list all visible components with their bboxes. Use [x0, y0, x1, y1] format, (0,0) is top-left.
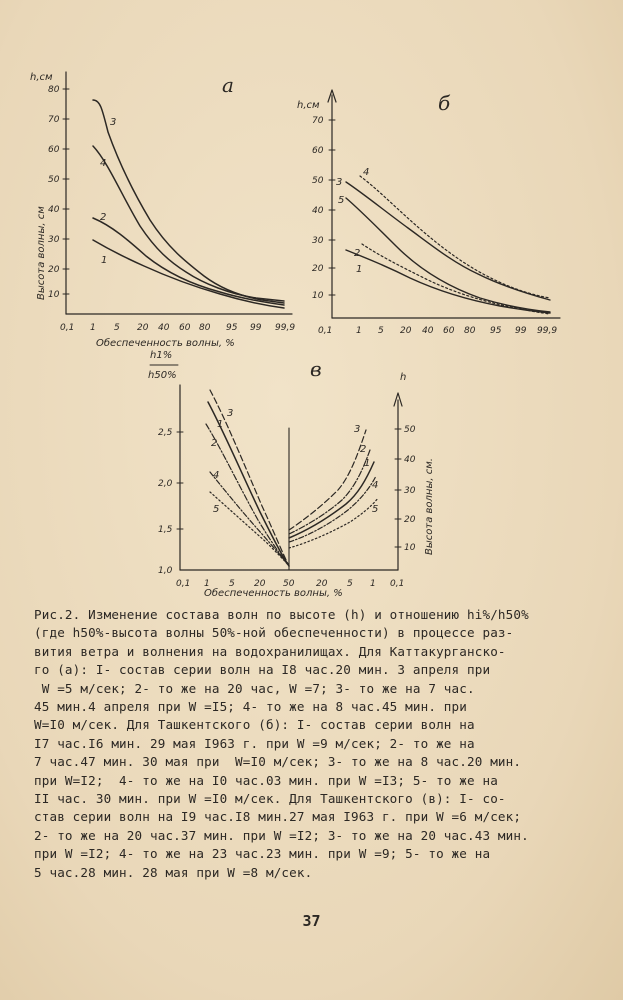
panel-v-x-title: Обеспеченность волны, %	[204, 588, 343, 599]
curve-label: 5	[372, 504, 379, 515]
curve-label: 3	[354, 424, 361, 435]
curve-label: 2	[360, 444, 367, 455]
panel-b-x-ticks	[318, 326, 557, 336]
x-tick: 80	[464, 326, 476, 336]
y-tick: 20	[48, 265, 60, 275]
caption-line: 45 мин.4 апреля при W =I5; 4- то же на 8 час.45 мин. при	[34, 699, 467, 715]
x-tick: 5	[114, 323, 120, 333]
panel-a-curve-2	[93, 218, 284, 305]
panel-a-curve-3	[93, 100, 284, 303]
x-tick: 0,1	[318, 326, 333, 336]
y-tick: 10	[312, 291, 324, 301]
y-tick: 10	[404, 543, 416, 553]
curve-label: 1	[356, 264, 363, 275]
x-tick: 0,1	[176, 579, 191, 589]
y-tick: 30	[404, 486, 416, 496]
panel-v-left-unit-num: h1%	[150, 350, 173, 361]
panel-b-curve-4	[360, 176, 550, 298]
y-tick: 20	[312, 264, 324, 274]
curve-label: 4	[363, 167, 370, 178]
panel-a-y-unit: h,см	[30, 72, 53, 83]
curve-label: 3	[336, 177, 343, 188]
panel-a-x-ticks	[60, 323, 295, 333]
y-tick: 30	[312, 236, 324, 246]
curve-label: 2	[100, 212, 107, 223]
x-tick: 95	[490, 326, 502, 336]
y-tick: 2,0	[158, 479, 173, 489]
curve-label: 2	[354, 248, 361, 259]
panel-b-curve-3	[346, 182, 550, 300]
y-tick: 50	[48, 175, 60, 185]
curve-label: 1	[101, 255, 108, 266]
curve-label: 4	[100, 158, 107, 169]
caption-line: 7 час.47 мин. 30 мая при W=I0 м/сек; 3- то же на 8 час.20 мин.	[34, 754, 522, 770]
x-tick: 60	[443, 326, 455, 336]
panel-b-curve-2	[362, 244, 550, 314]
panel-v-right-curve-5	[289, 498, 378, 548]
panel-v-right-curve-3	[289, 430, 366, 530]
panel-b	[297, 90, 560, 336]
panel-b-label: б	[438, 91, 451, 115]
y-tick: 1,0	[158, 566, 173, 576]
panel-v	[148, 350, 435, 599]
panel-a-x-title: Обеспеченность волны, %	[96, 338, 235, 349]
y-tick: 80	[48, 85, 60, 95]
x-tick: 1	[90, 323, 96, 333]
y-tick: 60	[48, 145, 60, 155]
y-tick: 40	[404, 455, 416, 465]
caption-line: став серии волн на I9 час.I8 мин.27 мая I963 г. при W =6 м/сек;	[34, 809, 522, 825]
x-tick: 1	[204, 579, 210, 589]
x-tick: 1	[356, 326, 362, 336]
x-tick: 95	[226, 323, 238, 333]
caption-line: 2- то же на 20 час.37 мин. при W =I2; 3- то же на 20 час.43 мин.	[34, 827, 529, 843]
x-tick: 5	[229, 579, 235, 589]
caption-line: W =5 м/сек; 2- то же на 20 час, W =7; 3- то же на 7 час.	[34, 680, 475, 696]
panel-v-left-curve-5	[210, 492, 289, 566]
x-tick: 99	[515, 326, 527, 336]
panel-a-curve-4	[93, 146, 284, 301]
x-tick: 20	[316, 579, 328, 589]
panel-v-left-curve-4	[210, 472, 289, 566]
caption-line: вития ветра и волнения на водохранилищах. Для Каттакурганско-	[34, 643, 506, 659]
x-tick: 20	[137, 323, 149, 333]
x-tick: 40	[422, 326, 434, 336]
y-tick: 30	[48, 235, 60, 245]
x-tick: 1	[370, 579, 376, 589]
panel-v-label: в	[310, 357, 322, 381]
panel-a-y-title: Высота волны, см	[36, 206, 47, 300]
x-tick: 20	[400, 326, 412, 336]
y-tick: 50	[404, 425, 416, 435]
curve-label: 4	[372, 480, 379, 491]
x-tick: 0,1	[390, 579, 405, 589]
x-tick: 99	[250, 323, 262, 333]
curve-label: 1	[364, 458, 371, 469]
caption-line: (где h50%-высота волны 50%-ной обеспеченности) в процессе раз-	[34, 625, 514, 641]
y-tick: 1,5	[158, 525, 173, 535]
caption-line: II час. 30 мин. при W =I0 м/сек. Для Ташкентского (в): I- со-	[34, 791, 506, 807]
curve-label: 3	[227, 408, 234, 419]
x-tick: 50	[283, 579, 295, 589]
x-tick: 99,9	[275, 323, 296, 333]
caption-line: при W=I2; 4- то же на I0 час.03 мин. при W =I3; 5- то же на	[34, 772, 498, 788]
caption-line: го (а): I- состав серии волн на I8 час.20 мин. 3 апреля при	[34, 662, 491, 678]
panel-a	[30, 72, 295, 349]
panel-b-curve-1	[346, 250, 550, 313]
x-tick: 60	[179, 323, 191, 333]
y-tick: 20	[404, 515, 416, 525]
panel-v-right-unit: h	[400, 372, 407, 383]
panel-b-y-unit: h,см	[297, 100, 320, 111]
x-tick: 80	[199, 323, 211, 333]
curve-label: 1	[217, 419, 224, 430]
page-number: 37	[302, 912, 321, 930]
y-tick: 70	[312, 116, 324, 126]
caption-line: Рис.2. Изменение состава волн по высоте (h) и отношению hi%/h50%	[34, 607, 529, 622]
x-tick: 0,1	[60, 323, 75, 333]
panel-v-left-ticks	[158, 428, 183, 576]
caption-line: W=I0 м/сек. Для Ташкентского (б): I- состав серии волн на	[34, 717, 475, 733]
curve-label: 2	[211, 438, 218, 449]
panel-v-left-unit-den: h50%	[148, 370, 177, 381]
x-tick: 20	[254, 579, 266, 589]
panel-b-curve-5	[346, 198, 550, 312]
curve-label: 5	[338, 195, 345, 206]
y-tick: 40	[312, 206, 324, 216]
caption-line: при W =I2; 4- то же на 23 час.23 мин. при W =9; 5- то же на	[34, 846, 491, 862]
x-tick: 40	[158, 323, 170, 333]
y-tick: 40	[48, 205, 60, 215]
caption-line: 5 час.28 мин. 28 мая при W =8 м/сек.	[34, 864, 313, 880]
y-tick: 60	[312, 146, 324, 156]
y-tick: 10	[48, 290, 60, 300]
curve-label: 3	[110, 117, 117, 128]
curve-label: 5	[213, 504, 220, 515]
caption-line: I7 час.I6 мин. 29 мая I963 г. при W =9 м/сек; 2- то же на	[34, 735, 475, 751]
y-tick: 50	[312, 176, 324, 186]
panel-v-right-title: Высота волны, см.	[424, 458, 435, 555]
x-tick: 5	[347, 579, 353, 589]
panel-a-label: а	[222, 73, 234, 97]
panel-v-right-curve-1	[289, 462, 374, 538]
panel-v-left-curve-3	[210, 390, 289, 566]
curve-label: 4	[213, 470, 220, 481]
x-tick: 99,9	[537, 326, 558, 336]
x-tick: 5	[378, 326, 384, 336]
y-tick: 70	[48, 115, 60, 125]
y-tick: 2,5	[158, 428, 173, 438]
figure-caption	[34, 606, 604, 882]
